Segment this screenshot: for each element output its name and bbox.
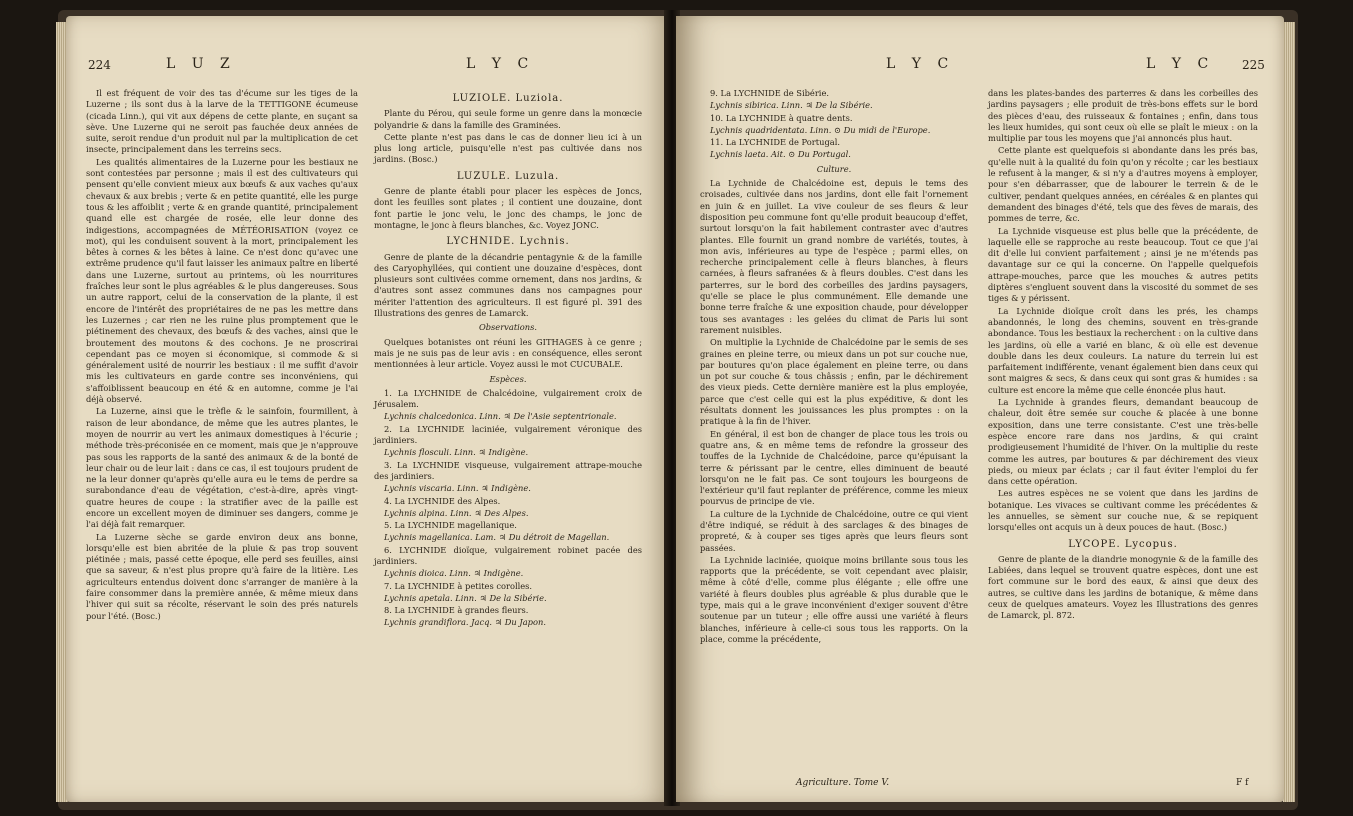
left-page-column-2 — [374, 88, 642, 630]
paragraph: Les qualités alimentaires de la Luzerne pour les bestiaux ne sont contestées par personne ; mais il est des cultivateurs qui pensent qu'elle convient mieux aux bœufs & aux vaches qu'aux chevaux & aux brebis ; verte & en petite quantité, elle les purge tous & les affoiblit ; verte & en grande quantité, principalement quand elle est chargée de rosée, elle leur donne des indigestions, accompagnées de MÉTÉORISATION (voyez ce mot), qui les conduisent souvent à la mort, principalement les bêtes à cornes & les bêtes à laine. Ce n'est donc qu'avec une extrême prudence qu'il faut laisser les animaux paître en liberté dans une Luzerne, surtout au printems, où les nourritures fraîches leur sont le plus agréables & le plus dangereuses. Sous un autre rapport, celui de la conservation de la plante, il est encore de l'intérêt des propriétaires de ne pas les mettre dans les Luzernes ; car rien ne les ruine plus promptement que le piétinement des chevaux, des bœufs & des vaches, ainsi que le broutement des moutons & des cochons. Je ne proscrirai cependant pas ce moyen si économique, si commode & si généralement usité de nourrir les bestiaux : il me suffit d'avoir mis les cultivateurs en garde contre ses inconvéniens, qui s'affoiblissent beaucoup en été & en automne, comme je l'ai déjà observé. — [86, 156, 358, 405]
species-name: 4. La LYCHNIDE des Alpes. — [384, 495, 501, 506]
species-name: 9. La LYCHNIDE de Sibérie. — [710, 88, 830, 98]
species-latin: Lychnis alpina. Linn. ♃ Des Alpes. — [384, 507, 529, 518]
species-name: 7. La LYCHNIDE à petites corolles. — [384, 580, 533, 591]
species-name: 1. La LYCHNIDE de Chalcédoine, vulgairement croix de Jérusalem. — [374, 387, 642, 410]
paragraph: La Lychnide de Chalcédoine est, depuis le tems des croisades, cultivée dans nos jardins, dont elle fait l'ornement en juin & en juillet. La vive couleur de ses fleurs & leur disposition peu commune font qu'elle produit beaucoup d'effet, surtout lorsqu'on la fait habilement contraster avec d'autres plantes. Elle fournit un grand nombre de variétés, toutes, à mon avis, inférieures au type de l'espèce ; parmi elles, on recherche principalement celle à fleurs blanches, à fleurs carnées, à fleurs safranées & à fleurs doubles. C'est dans les parterres, sur le bord des corbeilles des jardins paysagers, qu'elle se place le plus communément. Elle demande une bonne terre fraîche & une exposition chaude, pour développer tous ses avantages : les gelées du climat de Paris lui sont rarement nuisibles. — [700, 178, 968, 335]
species-latin: Lychnis dioica. Linn. ♃ Indigène. — [384, 568, 524, 579]
running-header-right: L Y C — [1146, 56, 1215, 72]
paragraph: Cette plante n'est pas dans le cas de donner lieu ici à un plus long article, puisqu'elle n'est pas cultivée dans nos jardins. (Bosc.) — [374, 131, 642, 165]
paragraph: La Luzerne, ainsi que le trèfle & le sainfoin, fourmillent, à raison de leur abondance, de même que les autres plantes, le moyen de nourrir au vert les animaux domestiques à l'écurie ; méthode très-préconisée en ce moment, mais que je n'approuve pas sous les rapports de la santé des animaux & de la bonté de leur chair ou de leur lait : dans ce cas, il est toujours prudent de ne la leur donner qu'après qu'elle aura eu le tems de perdre sa surabondance d'eau de végétation, c'est-à-dire, après vingt-quatre heures de coupe : la stratifier avec de la paille est encore un excellent moyen de diminuer ses dangers, comme je l'ai déjà fait remarquer. — [86, 406, 358, 530]
species-name: 3. La LYCHNIDE visqueuse, vulgairement attrape-mouche des jardiniers. — [374, 459, 642, 481]
subheading-observations: Observations. — [478, 322, 538, 333]
page-number: 225 — [1242, 58, 1265, 72]
subheading-especes: Espèces. — [489, 373, 527, 384]
species-latin: Lychnis apetala. Linn. ♃ De la Sibérie. — [384, 592, 547, 603]
entry-title-luzule: LUZULE. Luzula. — [456, 170, 560, 182]
running-header-right: L Y C — [466, 56, 535, 72]
paragraph: Genre de plante de la diandrie monogynie & de la famille des Labiées, dans lequel se trouvent quatre espèces, dont une est fort commune sur le bord des eaux, & ainsi que deux des autres, se cultive dans les jardins de botanique, & même dans ceux de quelques amateurs. Voyez les Illustrations des genres de Lamarck, pl. 872. — [988, 553, 1258, 621]
paragraph: Genre de plante de la décandrie pentagynie & de la famille des Caryophyllées, qui contient une douzaine d'espèces, dont plusieurs sont cultivées comme ornement, dans nos jardins, & d'autres sont assez communes dans nos campagnes pour mériter l'attention des agriculteurs. Il est figuré pl. 391 des Illustrations des genres de Lamarck. — [374, 251, 642, 319]
paragraph: La Luzerne sèche se garde environ deux ans bonne, lorsqu'elle est bien abritée de la pluie & pas trop souvent piétinée ; mais, passé cette époque, elle perd ses feuilles, ainsi que sa saveur, & n'est plus propre qu'à faire de la litière. Les agriculteurs entendus doivent donc s'arranger de manière à la faire consommer dans la première année, & même mieux dans l'hiver qui suit sa récolte, réservant le soin des prés naturels pour l'été. (Bosc.) — [86, 531, 358, 621]
running-header-left: L Y C — [886, 56, 955, 72]
species-latin: Lychnis viscaria. Linn. ♃ Indigène. — [384, 483, 531, 494]
running-header-left: L U Z — [166, 56, 236, 72]
species-name: 10. La LYCHNIDE à quatre dents. — [710, 112, 853, 123]
right-page-column-2 — [988, 88, 1258, 623]
entry-title-luziole: LUZIOLE. Luziola. — [452, 93, 564, 104]
signature-mark: F f — [1236, 778, 1249, 788]
paragraph: Genre de plante établi pour placer les espèces de Joncs, dont les feuilles sont plates ; il contient une douzaine, dont font partie le jonc velu, le jonc des champs, le jonc de montagne, le jonc à fleurs blanches, &c. Voyez JONC. — [374, 186, 642, 230]
paragraph: Les autres espèces ne se voient que dans les jardins de botanique. Les vivaces se cultivant comme les précédentes & les annuelles, se sèment sur couche nue, & se repiquent lorsqu'elles ont acquis un à deux pouces de haut. (Bosc.) — [988, 488, 1258, 533]
left-page — [66, 16, 674, 802]
species-latin: Lychnis chalcedonica. Linn. ♃ De l'Asie septentrionale. — [384, 411, 617, 422]
entry-title-lycope: LYCOPE. Lycopus. — [1068, 538, 1178, 550]
right-page — [676, 16, 1284, 802]
page-edges-right — [1283, 22, 1295, 802]
paragraph: Quelques botanistes ont réuni les GITHAGES à ce genre ; mais je ne suis pas de leur avis : en conséquence, elles seront mentionnées à leur article. Voyez aussi le mot CUCUBALE. — [374, 336, 642, 370]
species-name: 6. LYCHNIDE dioïque, vulgairement robinet pacée des jardiniers. — [374, 544, 642, 566]
paragraph: Cette plante est quelquefois si abondante dans les prés bas, qu'elle nuit à la qualité du foin qu'on y récolte ; car les bestiaux le refusent à la manger, & si n'y a d'autres moyens à employer, pour s'en débarrasser, que de labourer le terrein & de le cultiver, pendant quelques années, en céréales & en plantes qui demandent des binages d'été, tels que des fèves de marais, des pommes de terre, &c. — [988, 145, 1258, 224]
paragraph: Il est fréquent de voir des tas d'écume sur les tiges de la Luzerne ; ils sont dus à la larve de la TETTIGONE écumeuse (cicada Linn.), qui vit aux dépens de cette plante, en suçant sa sève. Une Luzerne qui ne seroit pas fauchée deux années de suite, seroit rendue d'un produit nul par la multiplication de cet insecte, principalement dans les terreins secs. — [86, 88, 358, 155]
page-number: 224 — [88, 58, 111, 72]
species-latin: Lychnis flosculi. Linn. ♃ Indigène. — [384, 447, 529, 458]
species-latin: Lychnis laeta. Ait. ⊙ Du Portugal. — [710, 149, 851, 160]
species-name: 11. La LYCHNIDE de Portugal. — [710, 137, 840, 148]
species-name: 2. La LYCHNIDE laciniée, vulgairement véronique des jardiniers. — [374, 423, 642, 446]
species-name: 8. La LYCHNIDE à grandes fleurs. — [384, 605, 529, 616]
right-page-column-1 — [700, 88, 968, 646]
paragraph: La Lychnide à grandes fleurs, demandant beaucoup de chaleur, doit être semée sur couche & placée à une bonne exposition, dans une terre consistante. C'est une très-belle espèce encore rare dans nos jardins, & qui craint prodigieusement l'humidité de l'hiver. On la multiplie du reste comme les autres, par boutures & par déchirement des vieux pieds, ou mieux par éclats ; car il faut éviter l'emploi du fer dans cette opération. — [988, 397, 1258, 487]
species-latin: Lychnis magellanica. Lam. ♃ Du détroit de Magellan. — [384, 532, 610, 543]
paragraph: En général, il est bon de changer de place tous les trois ou quatre ans, & en même tems de refondre la grosseur des touffes de la Lychnide de Chalcédoine, parce qu'épuisant la terre & périssant par le centre, elles diminuent de beauté lorsqu'on ne le fait pas. Ce sont toujours les bourgeons de l'extérieur qu'il faut replanter de préférence, comme les mieux pourvus de principe de vie. — [700, 428, 968, 507]
paragraph: On multiplie la Lychnide de Chalcédoine par le semis de ses graines en pleine terre, ou mieux dans un pot sur couche nue, par boutures qu'on place également en pleine terre, ou dans un pot sur couche & tous châssis ; enfin, par le déchirement des vieux pieds. Cette dernière manière est la plus employée, parce que c'est celle qui est la plus expéditive, & dont les résultats donnent les jouissances les plus promptes : on la pratique à la fin de l'hiver. — [700, 337, 968, 427]
paragraph: La Lychnide laciniée, quoique moins brillante sous tous les rapports que la précédente, se voit cependant avec plaisir, même à côté d'elle, comme plus élégante ; elle offre une variété à fleurs doubles plus agréable & plus durable que le type, mais qui a le grave inconvénient d'exiger souvent d'être soutenue par un tuteur ; elle offre aussi une variété à fleurs blanches, inférieure à celle-ci sous tous les rapports. On la place, comme la précédente, — [700, 554, 968, 644]
species-name: 5. La LYCHNIDE magellanique. — [384, 520, 517, 531]
paragraph: dans les plates-bandes des parterres & dans les corbeilles des jardins paysagers ; elle produit de très-bons effets sur le bord des pièces d'eau, des ruisseaux & fontaines ; enfin, dans tous les lieux humides, qui sont ceux où elle se plaît le mieux : on la multiplie par tous les moyens que j'ai annoncés plus haut. — [988, 88, 1258, 144]
volume-signature: Agriculture. Tome V. — [796, 778, 890, 788]
paragraph: La Lychnide visqueuse est plus belle que la précédente, de laquelle elle se rapproche au reste beaucoup. Tout ce que j'ai dit d'elle lui convient parfaitement ; ainsi je ne m'étends pas davantage sur ce qui la concerne. On l'appelle quelquefois attrape-mouches, parce que les mouches & autres petits diptères s'engluent souvent dans la viscosité du sommet de ses tiges & y périssent. — [988, 225, 1258, 304]
paragraph: La Lychnide dioïque croît dans les prés, les champs abandonnés, le long des chemins, souvent en très-grande abondance. Tous les bestiaux la recherchent : on la cultive dans les jardins, où elle a varié en blanc, & où elle est devenue double dans les deux couleurs. La nature du terrein lui est parfaitement indifférente, venant également bien dans ceux qui sont maigres & secs, & dans ceux qui sont gras & humides : sa culture est encore la même que celle énoncée plus haut. — [988, 305, 1258, 395]
entry-title-lychnide: LYCHNIDE. Lychnis. — [446, 236, 570, 248]
left-page-column-1 — [86, 88, 358, 623]
paragraph: La culture de la Lychnide de Chalcédoine, outre ce qui vient d'être indiqué, se réduit à des sarclages & des binages de propreté, & à couper ses tiges après que leurs fleurs sont passées. — [700, 508, 968, 553]
species-latin: Lychnis sibirica. Linn. ♃ De la Sibérie. — [710, 100, 873, 111]
species-latin: Lychnis quadridentata. Linn. ⊙ Du midi de l'Europe. — [710, 124, 931, 135]
paragraph: Plante du Pérou, qui seule forme un genre dans la monœcie polyandrie & dans la famille des Graminées. — [374, 108, 642, 130]
subheading-culture: Culture. — [816, 163, 852, 174]
species-latin: Lychnis grandiflora. Jacq. ♃ Du Japon. — [384, 617, 546, 628]
